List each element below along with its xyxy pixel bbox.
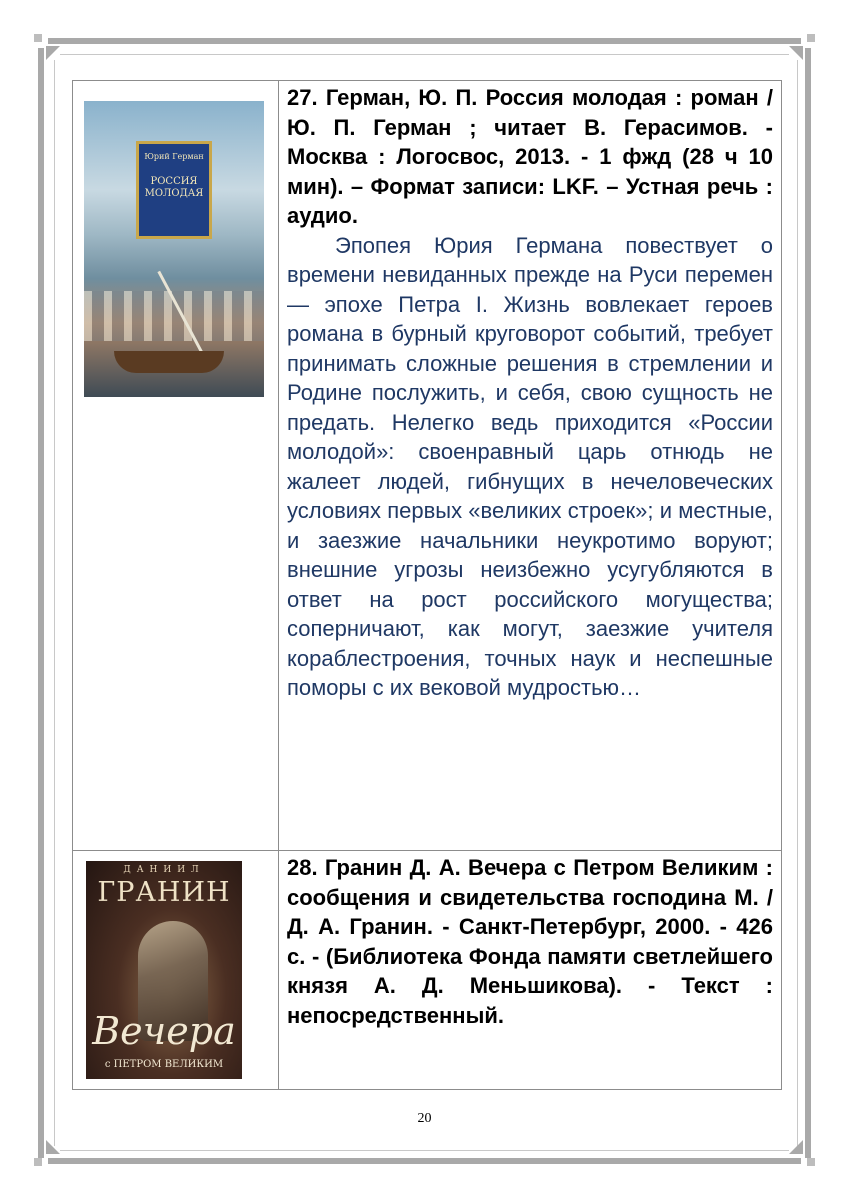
- cover-title: Вечера: [92, 1009, 236, 1053]
- page-frame-bottom: [48, 1158, 801, 1164]
- cover-boat-illustration: [114, 351, 224, 373]
- page-number: 20: [417, 1111, 432, 1126]
- catalog-entry: [73, 851, 782, 1090]
- catalog-entry: [73, 81, 782, 851]
- frame-corner-dot: [807, 34, 815, 42]
- catalog-table: [72, 80, 782, 1090]
- page-frame-inner-right: [797, 60, 798, 1146]
- cover-subtitle: с ПЕТРОМ ВЕЛИКИМ: [104, 1059, 224, 1070]
- page-frame-left: [38, 48, 44, 1158]
- page-frame-top: [48, 38, 801, 44]
- entry-text-cell: [279, 81, 782, 851]
- entry-bibliographic-record: 28. Гранин Д. А. Вечера с Петром Великим : сообщения и свидетельства господина М. / Д. А. Гранин. - Санкт-Петербург, 2000. - 426 с. - (Библиотека Фонда памяти светлейшего князя А. Д. Меньшикова). - Текст : непосредственный.: [287, 855, 773, 1028]
- page-frame-right: [805, 48, 811, 1158]
- entry-bibliographic-record: 27. Герман, Ю. П. Россия молодая : роман / Ю. П. Герман ; читает В. Герасимов. - Москва : Логосвос, 2013. - 1 фжд (28 ч 10 мин). – Формат записи: LKF. – Устная речь : аудио.: [287, 85, 773, 228]
- book-cover-image: [84, 101, 264, 397]
- cover-author-first-name: ДАНИИЛ: [123, 865, 205, 875]
- cover-cell: [73, 851, 279, 1090]
- page-frame-inner-top: [60, 54, 789, 55]
- cover-cell: [73, 81, 279, 851]
- frame-corner-dot: [34, 34, 42, 42]
- frame-corner-ornament: [789, 46, 803, 60]
- entry-annotation: Эпопея Юрия Германа повествует о времени невиданных прежде на Руси перемен — эпохе Петра I. Жизнь вовлекает героев романа в бурный круговорот событий, требует принимать сложные решения в стремлении и Родине послужить, и себя, свою сущность не предать. Нелегко ведь приходится «России молодой»: своенравный царь отнюдь не жалеет людей, гибнущих в нечеловеческих условиях первых «великих строек»; и местные, и заезжие начальники неукротимо воруют; внешние угрозы неизбежно усугубляются в ответ на рост российского могущества; соперничают, как могут, заезжие учителя кораблестроения, точных наук и неспешные поморы с их вековой мудростью…: [287, 232, 773, 700]
- page-frame-inner-bottom: [60, 1150, 789, 1151]
- cover-title-plate: [136, 141, 212, 239]
- cover-author: Юрий Герман: [144, 152, 204, 161]
- frame-corner-ornament: [46, 1140, 60, 1154]
- entry-text-cell: [279, 851, 782, 1090]
- frame-corner-ornament: [789, 1140, 803, 1154]
- frame-corner-dot: [807, 1158, 815, 1166]
- frame-corner-dot: [34, 1158, 42, 1166]
- cover-author-last-name: ГРАНИН: [97, 877, 231, 908]
- frame-corner-ornament: [46, 46, 60, 60]
- book-cover-image: [86, 861, 242, 1079]
- cover-title: РОССИЯ МОЛОДАЯ: [144, 176, 204, 199]
- page-frame-inner-left: [54, 60, 55, 1146]
